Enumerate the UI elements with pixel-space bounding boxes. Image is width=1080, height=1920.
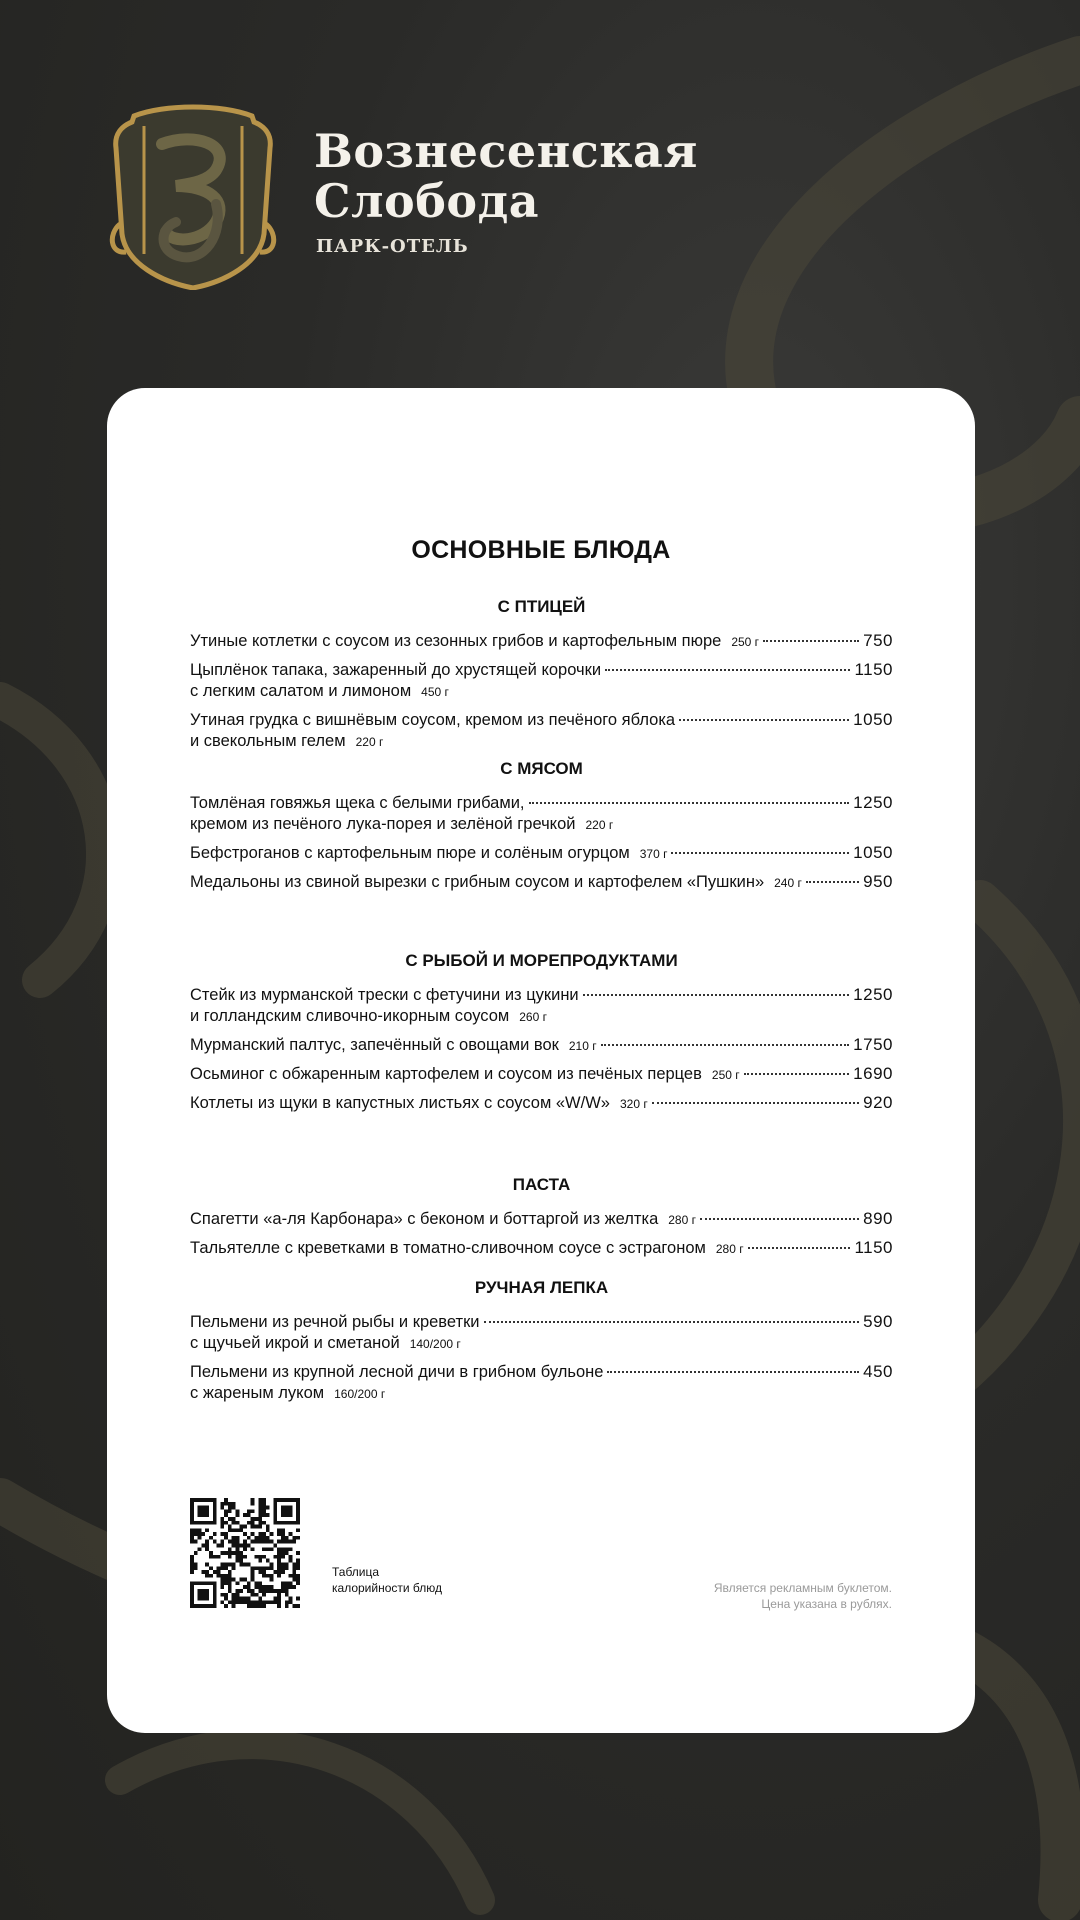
item-weight: 280 г <box>668 1213 696 1227</box>
item-weight: 280 г <box>715 1242 744 1256</box>
item-weight: 320 г <box>619 1097 648 1111</box>
menu-item <box>190 842 893 865</box>
item-weight: 210 г <box>568 1039 597 1053</box>
item-name: Цыплёнок тапака, зажаренный до хрустящей корочки <box>190 661 602 679</box>
menu-item <box>190 1237 893 1260</box>
item-price: 750 <box>863 631 893 650</box>
item-price: 1250 <box>853 985 893 1004</box>
legal-line-1: Является рекламным буклетом. <box>713 1581 892 1595</box>
section-title: РУЧНАЯ ЛЕПКА <box>474 1278 609 1297</box>
menu-item <box>190 1092 893 1115</box>
item-price: 950 <box>863 872 893 891</box>
menu-card <box>107 388 975 1733</box>
leader-dots <box>763 639 859 642</box>
leader-dots <box>806 880 859 883</box>
leader-dots <box>605 668 850 671</box>
item-weight: 240 г <box>774 876 802 890</box>
item-name: Пельмени из речной рыбы и креветки <box>190 1313 480 1331</box>
leader-dots <box>700 1217 859 1220</box>
section-title: С ПТИЦЕЙ <box>497 597 586 616</box>
leader-dots <box>607 1370 859 1373</box>
item-name: Бефстроганов с картофельным пюре и солёным огурцом <box>190 844 630 862</box>
legal-line-2: Цена указана в рублях. <box>761 1597 892 1611</box>
item-name: Утиная грудка с вишнёвым соусом, кремом из печёного яблока <box>190 711 676 729</box>
menu-item <box>190 1311 893 1355</box>
menu-item <box>190 1034 893 1057</box>
menu-item <box>190 871 893 894</box>
item-name: Котлеты из щуки в капустных листьях с соусом «W/W» <box>190 1094 610 1112</box>
menu-item <box>190 630 893 653</box>
item-name: Томлёная говяжья щека с белыми грибами, <box>190 794 525 812</box>
item-price: 590 <box>863 1312 893 1331</box>
qr-code[interactable] <box>190 1498 300 1608</box>
leader-dots <box>671 851 849 854</box>
item-name: Осьминог с обжаренным картофелем и соусом из печёных перцев <box>190 1065 702 1083</box>
item-name: Спагетти «а-ля Карбонара» с беконом и боттаргой из желтка <box>190 1210 659 1228</box>
item-price: 1690 <box>853 1064 893 1083</box>
item-price: 920 <box>863 1093 893 1112</box>
item-name-line2: и голландским сливочно-икорным соусом <box>190 1007 510 1025</box>
section-title: С РЫБОЙ И МОРЕПРОДУКТАМИ <box>405 951 678 970</box>
item-weight: 140/200 г <box>409 1337 461 1351</box>
menu-item <box>190 709 893 753</box>
leader-dots <box>529 801 850 804</box>
menu-item <box>190 1361 893 1405</box>
item-price: 1050 <box>853 843 893 862</box>
logo-emblem <box>104 104 282 290</box>
menu-section <box>190 758 893 891</box>
item-name-line2: кремом из печёного лука-порея и зелёной гречкой <box>190 815 576 833</box>
leader-dots <box>583 993 850 996</box>
item-price: 1150 <box>854 660 893 679</box>
menu-item <box>190 659 893 703</box>
item-name-line2: с щучьей икрой и сметаной <box>190 1334 400 1352</box>
leader-dots <box>484 1320 860 1323</box>
menu-section <box>190 950 893 1112</box>
menu-item <box>190 1208 893 1231</box>
item-weight: 250 г <box>731 635 760 649</box>
item-name: Медальоны из свиной вырезки с грибным соусом и картофелем «Пушкин» <box>190 873 765 891</box>
item-price: 890 <box>863 1209 893 1228</box>
item-name-line2: и свекольным гелем <box>190 732 346 750</box>
item-weight: 370 г <box>639 847 668 861</box>
section-title: С МЯСОМ <box>500 759 583 778</box>
leader-dots <box>601 1043 850 1046</box>
leader-dots <box>744 1072 850 1075</box>
item-price: 1050 <box>853 710 893 729</box>
item-weight: 160/200 г <box>334 1387 386 1401</box>
item-weight: 220 г <box>355 735 384 749</box>
menu-item <box>190 984 893 1028</box>
leader-dots <box>652 1101 859 1104</box>
item-name: Мурманский палтус, запечённый с овощами вок <box>190 1036 559 1054</box>
item-weight: 250 г <box>711 1068 740 1082</box>
menu-item <box>190 1063 893 1086</box>
brand-name: Вознесенская Слобода <box>314 124 698 228</box>
item-price: 450 <box>863 1362 893 1381</box>
item-weight: 260 г <box>519 1010 547 1024</box>
qr-label: Таблица калорийности блюд <box>332 1565 442 1595</box>
section-title: ПАСТА <box>512 1175 571 1194</box>
item-weight: 450 г <box>421 685 449 699</box>
item-name-line2: с жареным луком <box>190 1384 325 1402</box>
leader-dots <box>748 1246 851 1249</box>
menu-title: ОСНОВНЫЕ БЛЮДА <box>411 536 671 564</box>
menu-item <box>190 792 893 836</box>
legal-note <box>714 1580 892 1612</box>
menu-section <box>190 596 893 750</box>
item-name-line2: с легким салатом и лимоном <box>190 682 412 700</box>
menu-section <box>190 1277 893 1402</box>
menu-section <box>190 1174 893 1257</box>
item-name: Стейк из мурманской трески с фетучини из цукини <box>190 986 579 1004</box>
item-weight: 220 г <box>585 818 614 832</box>
item-price: 1150 <box>854 1238 893 1257</box>
item-name: Тальятелле с креветками в томатно-сливочном соусе с эстрагоном <box>190 1239 706 1257</box>
item-name: Утиные котлетки с соусом из сезонных грибов и картофельным пюре <box>190 632 722 650</box>
item-price: 1750 <box>853 1035 893 1054</box>
item-price: 1250 <box>853 793 893 812</box>
brand-subtitle: ПАРК-ОТЕЛЬ <box>316 236 469 257</box>
item-name: Пельмени из крупной лесной дичи в грибном бульоне <box>190 1363 604 1381</box>
leader-dots <box>679 718 849 721</box>
